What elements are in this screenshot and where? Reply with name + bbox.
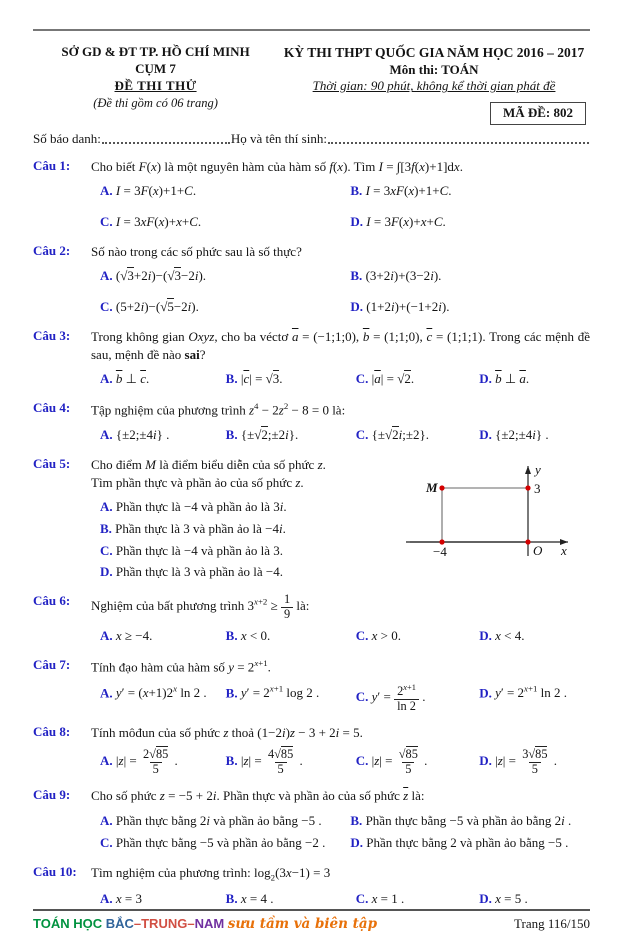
- option-key: C.: [355, 628, 369, 644]
- option-key: A.: [100, 426, 113, 442]
- y-axis-label: y: [535, 461, 541, 477]
- option-key: D.: [479, 628, 492, 644]
- option-key: C.: [355, 426, 369, 442]
- option-key: A.: [100, 812, 113, 828]
- question-5-text-column: [91, 456, 396, 583]
- option-text: $\overline{b}$ ⊥ $\overline{a}$.: [495, 371, 530, 387]
- option-key: B.: [350, 183, 363, 199]
- question-5-option-b: [100, 520, 396, 539]
- option-key: C.: [100, 299, 113, 315]
- question-7-body: [91, 657, 590, 713]
- option-text: {±2;±4i} .: [495, 426, 549, 442]
- candidate-name-label: Họ và tên thí sinh:: [230, 131, 327, 147]
- option-text: x = 1 .: [371, 891, 405, 907]
- option-text: x = 4 .: [240, 891, 274, 907]
- option-text: $y' = 2^{x+1}$ ln 2 .: [495, 683, 567, 701]
- option-key: C.: [355, 753, 369, 769]
- option-key: D.: [100, 564, 113, 580]
- option-text: |z| = $\frac{2√85}{5}$ .: [115, 747, 178, 776]
- question-10-body: [91, 864, 590, 909]
- option-text: I = 3F(x)+1+C.: [115, 183, 197, 199]
- question-3-option-a: [100, 370, 220, 389]
- exam-code-wrap: [278, 102, 590, 125]
- question-5-body: [91, 456, 590, 583]
- question-9-option-b: [350, 812, 590, 831]
- page-footer: [33, 909, 590, 932]
- origin-dot: [525, 539, 530, 544]
- question-10-option-b: [226, 890, 350, 909]
- question-2-option-c: [100, 298, 344, 317]
- exam-header: [33, 44, 590, 125]
- question-4-option-b: [226, 426, 350, 445]
- option-text: $\overline{b}$ ⊥ $\overline{c}$.: [115, 371, 150, 387]
- footer-rule: [33, 909, 590, 911]
- question-10: [33, 864, 590, 909]
- option-text: I = 3F(x)+x+C.: [366, 214, 446, 230]
- dotted-fill-line: [102, 142, 230, 144]
- question-6-stem: Nghiệm của bất phương trình $3^{x+2}$ ≥ $\frac{1}{9}$ là:: [91, 592, 310, 621]
- question-3-option-d: [479, 370, 590, 389]
- option-key: A.: [100, 371, 113, 387]
- question-4-option-c: [356, 426, 473, 445]
- option-key: C.: [100, 214, 113, 230]
- exam-type: ĐỀ THI THỬ: [114, 77, 197, 93]
- option-text: |z| = $\frac{3√85}{5}$ .: [495, 747, 557, 776]
- question-1-options: [91, 182, 590, 232]
- option-key: B.: [350, 812, 363, 828]
- question-6-option-d: [479, 627, 590, 646]
- option-key: B.: [225, 628, 238, 644]
- question-5-option-c: [100, 542, 396, 561]
- option-key: D.: [350, 299, 364, 315]
- question-8: [33, 724, 590, 776]
- question-4-option-a: [100, 426, 220, 445]
- option-key: D.: [479, 426, 492, 442]
- footer-row: [33, 916, 590, 932]
- option-key: D.: [479, 753, 492, 769]
- brand-segment-toan-hoc: TOÁN HỌC: [33, 916, 106, 932]
- candidate-info-row: [33, 131, 590, 147]
- question-4-label: Câu 4:: [33, 400, 71, 416]
- option-key: A.: [100, 891, 113, 907]
- option-key: D.: [479, 371, 492, 387]
- question-6-option-c: [356, 627, 473, 646]
- exam-title: KỲ THI THPT QUỐC GIA NĂM HỌC 2016 – 2017: [283, 45, 585, 60]
- option-key: C.: [355, 688, 369, 704]
- option-text: |z| = $\frac{√85}{5}$ .: [371, 747, 428, 776]
- question-4-stem: Tập nghiệm của phương trình $z^4 - 2z^2 - 8 = 0$ là:: [91, 401, 346, 418]
- option-text: $y' = 2^{x+1}$ log 2 .: [240, 683, 320, 701]
- origin-label: O: [533, 542, 543, 558]
- option-text: Phần thực bằng −5 và phần ảo bằng −2 .: [115, 835, 326, 851]
- question-10-label: Câu 10:: [33, 864, 77, 880]
- question-6-body: [91, 593, 590, 646]
- question-6-option-a: [100, 627, 220, 646]
- question-2-option-d: [350, 298, 590, 317]
- option-text: $|\overline{a}| = √2$.: [371, 371, 415, 387]
- question-4: [33, 400, 590, 444]
- question-9-options: [91, 812, 590, 854]
- option-key: B.: [225, 891, 238, 907]
- option-key: C.: [355, 891, 369, 907]
- question-2-option-b: [350, 267, 590, 286]
- option-text: x ≥ −4.: [115, 628, 153, 644]
- question-7-option-b: [226, 683, 350, 713]
- question-8-options: [91, 748, 590, 776]
- option-text: Phần thực bằng 2i và phần ảo bằng −5 .: [115, 812, 322, 828]
- option-text: {±√2i;±2}.: [371, 426, 430, 442]
- question-4-body: [91, 400, 590, 444]
- option-text: {±2;±4i} .: [115, 426, 170, 442]
- brand-segment-nam: NAM: [194, 916, 228, 932]
- question-9-option-a: [100, 812, 344, 831]
- option-text: x = 5 .: [495, 891, 528, 907]
- top-rule: [33, 29, 590, 31]
- question-6-label: Câu 6:: [33, 593, 71, 609]
- question-7-label: Câu 7:: [33, 657, 71, 673]
- question-10-option-d: [479, 890, 590, 909]
- header-left-block: [33, 44, 278, 125]
- question-2-options: [91, 267, 590, 317]
- cluster-name: CỤM 7: [135, 60, 176, 76]
- question-8-option-c: [356, 748, 473, 776]
- option-text: (1+2i)+(−1+2i).: [366, 299, 450, 315]
- question-3-option-b: [226, 370, 350, 389]
- exam-subject: Môn thi: TOÁN: [389, 61, 479, 77]
- y-axis-arrow-icon: [525, 466, 531, 474]
- question-8-option-d: [479, 748, 590, 776]
- question-9: [33, 787, 590, 853]
- question-3-options: [91, 370, 590, 389]
- option-key: A.: [100, 498, 113, 514]
- option-key: C.: [100, 835, 113, 851]
- complex-plane-figure: [400, 458, 590, 566]
- option-text: I = 3xF(x)+x+C.: [115, 214, 202, 230]
- option-text: x < 0.: [240, 628, 271, 644]
- question-8-option-a: [100, 748, 220, 776]
- question-9-option-c: [100, 834, 344, 853]
- question-5-options: [91, 498, 396, 582]
- question-9-label: Câu 9:: [33, 787, 71, 803]
- option-text: Phần thực là 3 và phần ảo là −4.: [115, 564, 283, 580]
- question-3-stem: Trong không gian Oxyz, cho ba véctơ $\overline{a}$ = (−1;1;0), $\overline{b}$ = (1;1;0), $\overline{c}$ = (1;1;1). Trong các mệnh đề sau, mệnh đề nào sai?: [91, 328, 590, 363]
- question-1-option-d: [350, 213, 590, 232]
- question-10-option-c: [356, 890, 473, 909]
- option-key: D.: [350, 835, 364, 851]
- brand-segment-trung: –TRUNG–: [133, 916, 195, 932]
- option-text: x < 4.: [495, 628, 525, 644]
- option-text: $|\overline{c}| = √3$.: [240, 371, 283, 387]
- option-key: D.: [479, 685, 492, 701]
- question-2-stem: Số nào trong các số phức sau là số thực?: [91, 244, 302, 260]
- option-key: B.: [100, 520, 112, 536]
- question-7-option-c: [356, 683, 473, 713]
- question-10-option-a: [100, 890, 220, 909]
- question-9-body: [91, 787, 590, 853]
- question-5-stem: Cho điểm M là điểm biểu diễn của số phức z. Tìm phần thực và phần ảo của số phức z.: [91, 456, 326, 490]
- question-3: [33, 328, 590, 389]
- option-key: D.: [479, 891, 492, 907]
- question-1-option-a: [100, 182, 344, 201]
- option-key: C.: [100, 542, 113, 558]
- question-2-label: Câu 2:: [33, 243, 71, 259]
- question-7-option-d: [479, 683, 590, 713]
- option-key: A.: [100, 628, 113, 644]
- question-7-options: [91, 683, 590, 713]
- question-2: [33, 243, 590, 317]
- question-4-option-d: [479, 426, 590, 445]
- question-7: [33, 657, 590, 713]
- option-key: B.: [225, 685, 238, 701]
- option-text: |z| = $\frac{4√85}{5}$ .: [240, 747, 303, 776]
- x-axis-label: x: [561, 542, 567, 558]
- question-6: [33, 593, 590, 646]
- option-text: {±√2;±2i}.: [240, 426, 299, 442]
- question-5: [33, 456, 590, 583]
- question-3-body: [91, 328, 590, 389]
- question-1-stem: Cho biết F(x) là một nguyên hàm của hàm số f(x). Tìm I = ∫[3f(x)+1]dx.: [91, 159, 463, 175]
- point-M-label: M: [426, 479, 438, 495]
- option-text: Phần thực bằng 2 và phần ảo bằng −5 .: [366, 835, 569, 851]
- option-text: x > 0.: [371, 628, 402, 644]
- question-9-option-d: [350, 834, 590, 853]
- question-8-option-b: [226, 748, 350, 776]
- option-text: $y' = (x+1)2^x$ ln 2 .: [115, 683, 207, 701]
- option-text: Phần thực là −4 và phần ảo là 3.: [115, 542, 283, 558]
- option-text: Phần thực bằng −5 và phần ảo bằng 2i .: [365, 812, 572, 828]
- exam-code-badge: MÃ ĐỀ: 802: [490, 102, 586, 125]
- option-key: D.: [350, 214, 364, 230]
- option-text: Phần thực là −4 và phần ảo là 3i.: [115, 498, 287, 514]
- option-text: (3+2i)+(3−2i).: [365, 268, 442, 284]
- question-4-options: [91, 426, 590, 445]
- question-3-label: Câu 3:: [33, 327, 71, 343]
- question-1-option-b: [350, 182, 590, 201]
- option-key: A.: [100, 268, 113, 284]
- option-text: (√3+2i)−(√3−2i).: [115, 268, 207, 284]
- question-8-body: [91, 724, 590, 776]
- option-text: (5+2i)−(√5−2i).: [115, 299, 199, 315]
- question-8-stem: Tính môđun của số phức z thoả (1−2i)z − 3 + 2i = 5.: [91, 725, 363, 741]
- question-3-option-c: [356, 370, 473, 389]
- option-key: B.: [350, 268, 363, 284]
- question-8-label: Câu 8:: [33, 724, 71, 740]
- option-text: Phần thực là 3 và phần ảo là −4i.: [115, 520, 286, 536]
- option-text: y′ = $\frac{2^{x+1}}{\ln 2}$ .: [371, 682, 426, 713]
- question-1-label: Câu 1:: [33, 158, 71, 174]
- option-key: A.: [100, 685, 113, 701]
- option-text: I = 3xF(x)+1+C.: [365, 183, 452, 199]
- issuing-org: SỞ GD & ĐT TP. HỒ CHÍ MINH: [61, 44, 250, 59]
- exam-duration: Thời gian: 90 phút, không kể thời gian phát đề: [312, 78, 556, 94]
- dotted-fill-line: [328, 142, 589, 144]
- point-3-dot: [525, 485, 530, 490]
- question-6-option-b: [226, 627, 350, 646]
- option-key: A.: [100, 183, 113, 199]
- question-10-stem: Tìm nghiệm của phương trình: $\log_2(3x-1) = 3$: [91, 865, 331, 883]
- candidate-id-label: Số báo danh:: [33, 131, 101, 147]
- pages-note: (Đề thi gồm có 06 trang): [93, 95, 218, 110]
- question-1-body: [91, 158, 590, 232]
- x-tick-label: −4: [433, 543, 447, 559]
- question-7-option-a: [100, 683, 220, 713]
- question-5-option-d: [100, 563, 396, 582]
- option-key: A.: [100, 753, 113, 769]
- question-10-options: [91, 890, 590, 909]
- option-text: x = 3: [115, 891, 143, 907]
- question-6-options: [91, 627, 590, 646]
- brand-tagline: sưu tầm và biên tập: [227, 916, 378, 932]
- header-right-block: [278, 44, 590, 125]
- point-M-dot: [439, 485, 444, 490]
- question-9-stem: Cho số phức z = −5 + 2i. Phần thực và phần ảo của số phức $\overline{z}$ là:: [91, 788, 425, 804]
- option-key: B.: [225, 371, 238, 387]
- question-7-stem: Tính đạo hàm của hàm số $y = 2^{x+1}$.: [91, 658, 271, 675]
- question-1-option-c: [100, 213, 344, 232]
- brand-segment-bac: BẮC: [105, 916, 134, 932]
- y-tick-label: 3: [534, 480, 541, 496]
- question-5-label: Câu 5:: [33, 455, 71, 471]
- question-2-body: [91, 243, 590, 317]
- option-key: B.: [225, 753, 238, 769]
- page-number: Trang 116/150: [514, 916, 590, 932]
- question-5-option-a: [100, 498, 396, 517]
- option-key: B.: [225, 426, 238, 442]
- brand-text: [33, 916, 377, 932]
- question-2-option-a: [100, 267, 344, 286]
- option-key: C.: [355, 371, 369, 387]
- question-1: [33, 158, 590, 232]
